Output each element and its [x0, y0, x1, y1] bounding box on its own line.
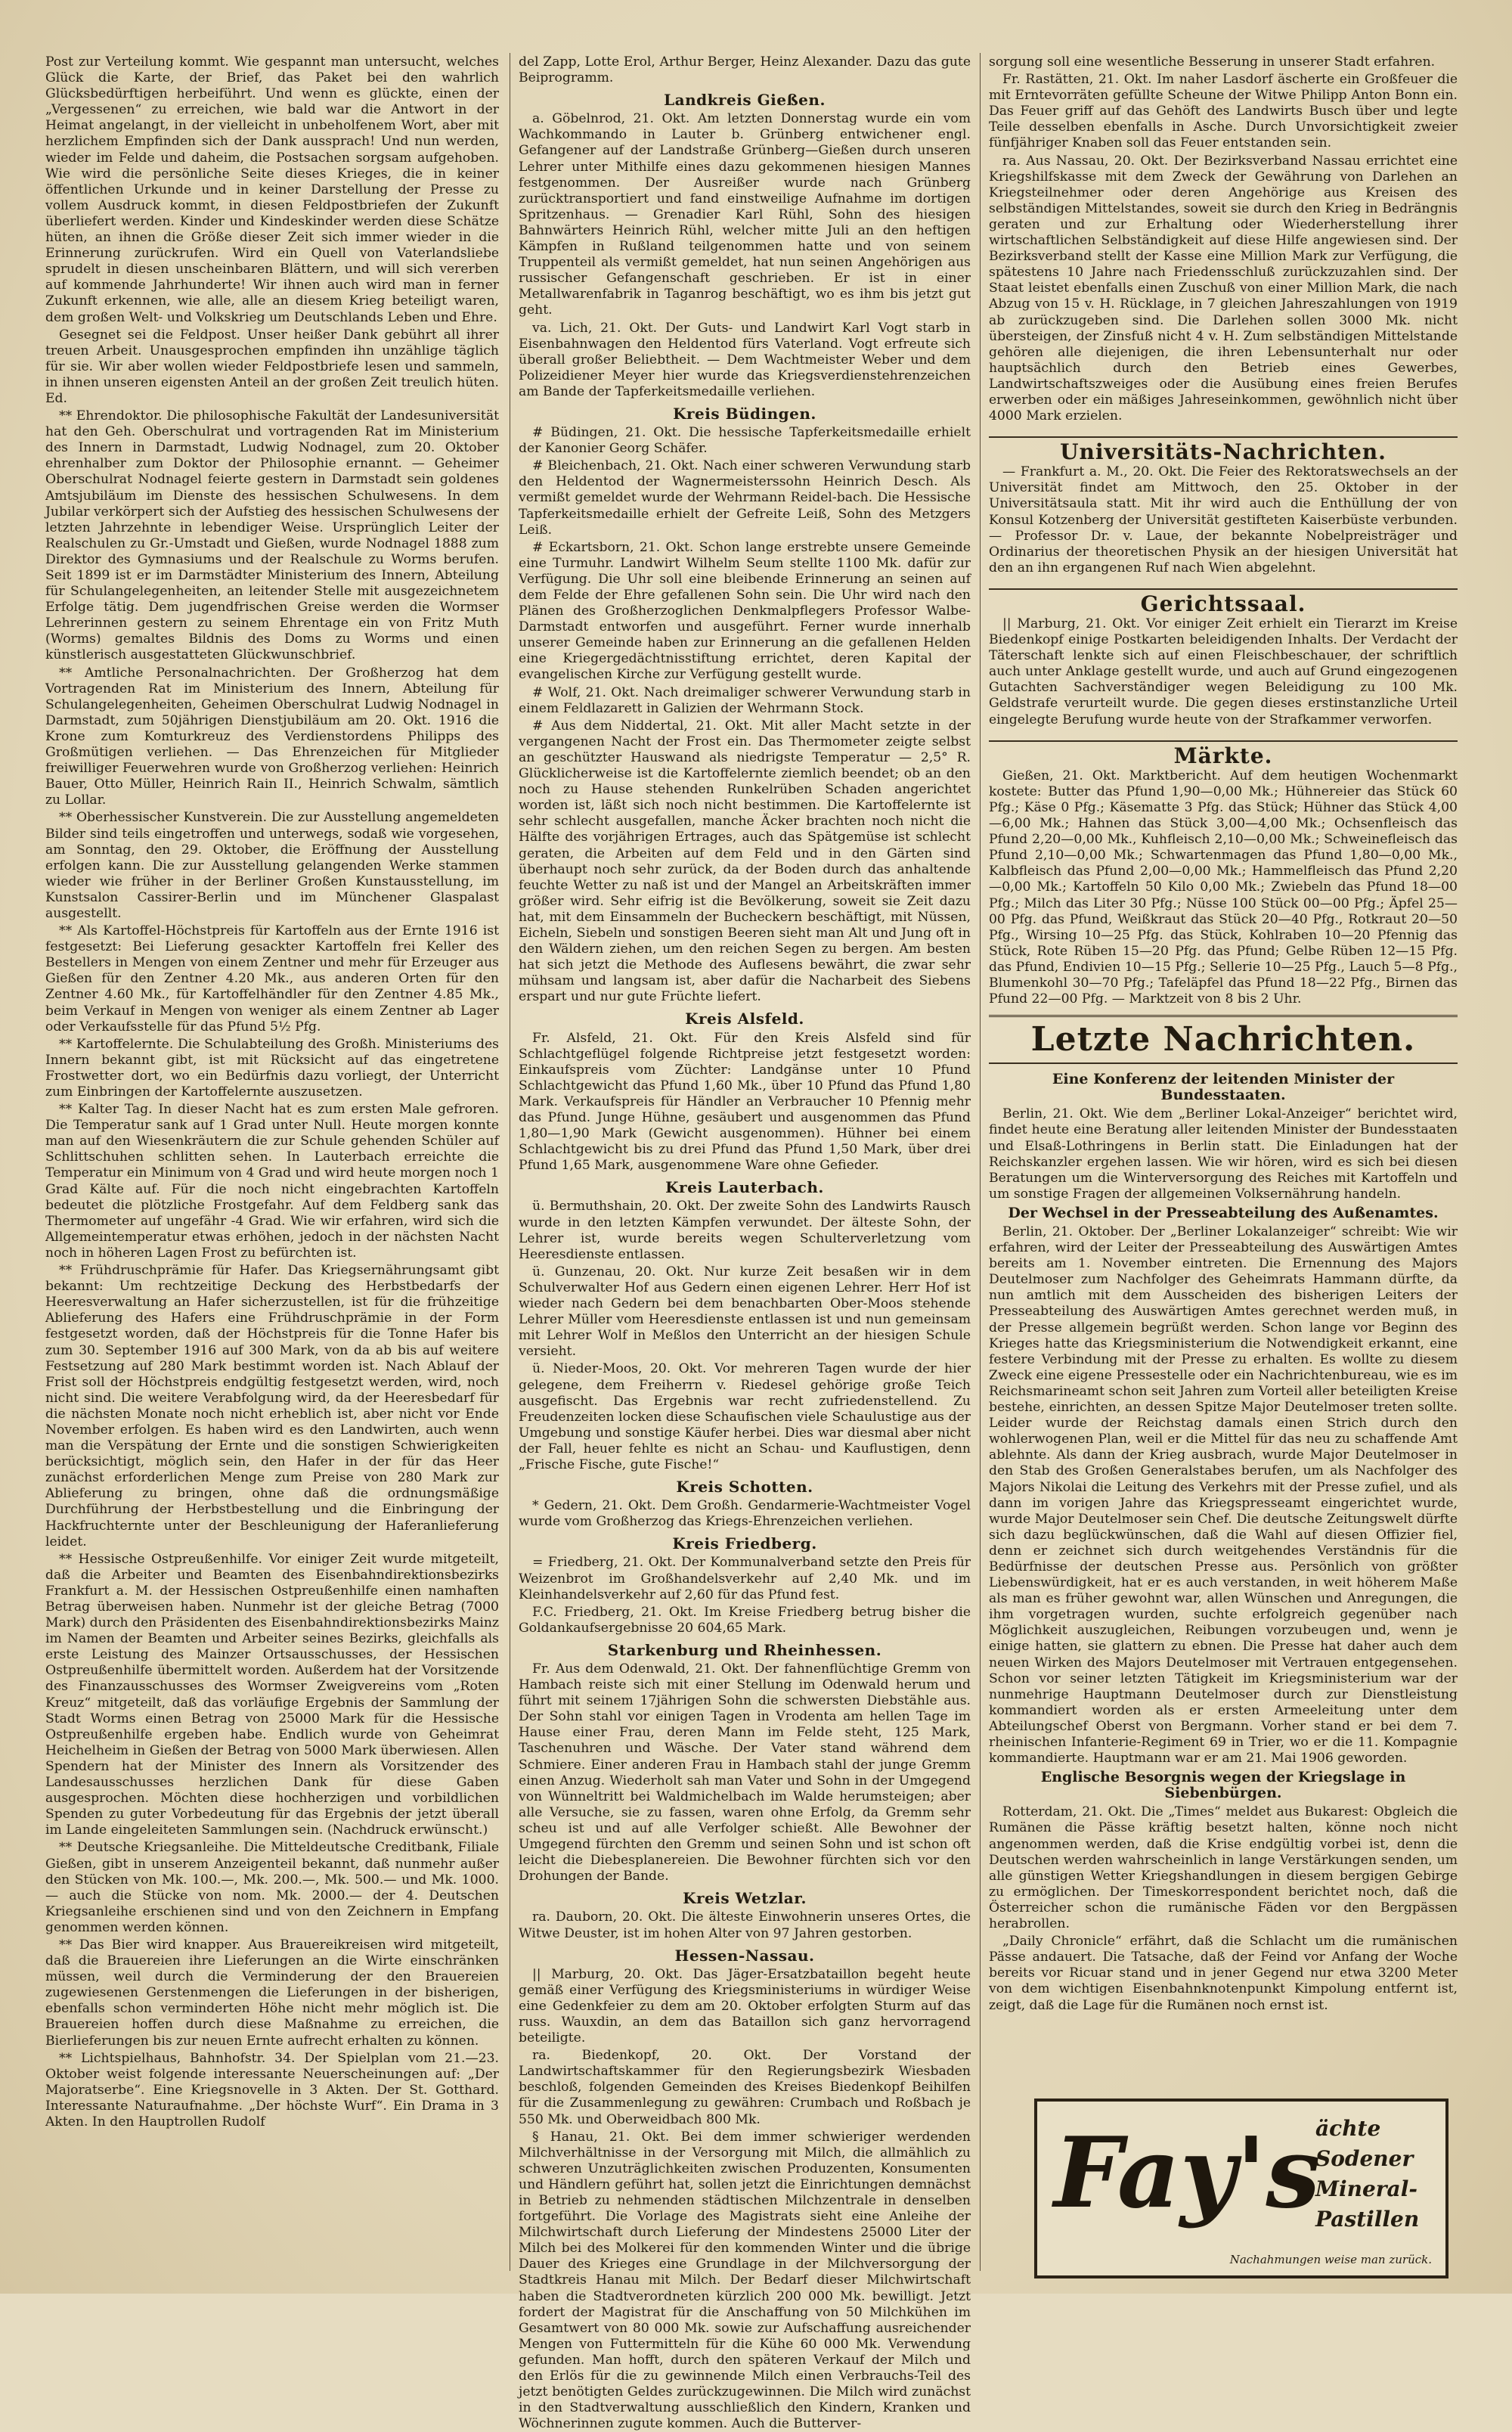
ad-brand: Fay's	[1054, 2117, 1321, 2230]
article-paragraph: # Bleichenbach, 21. Okt. Nach einer schweren Verwundung starb den Heldentod der Wagnermeisterssohn Heinrich Desch. Als vermißt gemeldet wurde der Wehrmann Reidel-bach. Die Hessische Tapferkeitsmedaille erhielt der Gefreite Leiß, Sohn des Metzgers Leiß.	[519, 458, 971, 538]
article-paragraph: ** Ehrendoktor. Die philosophische Fakultät der Landesuniversität hat den Geh. Oberschulrat und vortragenden Rat im Ministerium des Innern in Darmstadt, Ludwig Nodnagel, zum 20. Oktober ehrenhalber zum Doktor der Philosophie ernannt. — Geheimer Oberschulrat Nodnagel feierte gestern in Darmstadt sein goldenes Amtsjubiläum im Dienste des hessischen Schulwesens. In dem Jubilar verkörpert sich der Aufstieg des hessischen Schulwesens der letzten Jahrzehnte in lebendiger Weise. Ursprünglich Leiter der Realschulen zu Gr.-Umstadt und Gießen, wurde Nodnagel 1888 zum Direktor des Gymnasiums und der Realschule zu Worms berufen. Seit 1899 ist er im Darmstädter Ministerium des Innern, Abteilung für Schulangelegenheiten, an leitender Stelle mit ausgezeichnetem Erfolge tätig. Dem jugendfrischen Greise werden die Wormser Lehrerinnen gestern zu seinem Ehrentage ein von Fritz Muth (Worms) gemaltes Bildnis des Doms zu Worms und einen künstlerisch ausgestatteten Glückwunschbrief.	[45, 408, 499, 663]
section-heading-latest-news: Letzte Nachrichten.	[989, 1015, 1458, 1064]
article-paragraph: a. Göbelnrod, 21. Okt. Am letzten Donnerstag wurde ein vom Wachkommando in Lauter b. Grünberg entwichener engl. Gefangener auf der Landstraße Grünberg—Gießen durch unseren Lehrer unter Mithilfe eines dazu gekommenen hiesigen Mannes festgenommen. Der Ausreißer wurde nach Grünberg zurücktransportiert und fand einstweilige Aufnahme im dortigen Spritzenhaus. — Grenadier Karl Rühl, Sohn des hiesigen Bahnwärters Heinrich Rühl, welcher mitte Juli an den heftigen Kämpfen in Rußland teilgenommen hatte und von seinem Truppenteil als vermißt gemeldet, hat nun seinen Angehörigen aus russischer Gefangenschaft geschrieben. Er ist in einer Metallwarenfabrik in Taganrog beschäftigt, wo es ihm bis jetzt gut geht.	[519, 111, 971, 318]
article-paragraph: del Zapp, Lotte Erol, Arthur Berger, Heinz Alexander. Dazu das gute Beiprogramm.	[519, 54, 971, 86]
article-paragraph: || Marburg, 21. Okt. Vor einiger Zeit erhielt ein Tierarzt im Kreise Biedenkopf einige Postkarten beleidigenden Inhalts. Der Verdacht der Täterschaft lenkte sich auf einen Fleischbeschauer, der schriftlich auch unter Anklage gestellt wurde, und auch auf Grund eingezogenen Gutachten Sachverständiger wegen Beleidigung zu 100 Mk. Geldstrafe verurteilt wurde. Die gegen dieses erstinstanzliche Urteil eingelegte Berufung wurde heute von der Strafkammer verworfen.	[989, 616, 1458, 727]
article-paragraph: ü. Gunzenau, 20. Okt. Nur kurze Zeit besaßen wir in dem Schulverwalter Hof aus Gedern einen eigenen Lehrer. Herr Hof ist wieder nach Gedern bei dem benachbarten Ober-Moos stehende Lehrer Müller vom Heeresdienste entlassen ist und nun gemeinsam mit Lehrer Wolf in Meßlos den Unterricht an der hiesigen Schule versieht.	[519, 1264, 971, 1360]
ad-line: Mineral-	[1315, 2176, 1418, 2201]
article-paragraph: Berlin, 21. Okt. Wie dem „Berliner Lokal-Anzeiger“ berichtet wird, findet heute eine Beratung aller leitenden Minister der Bundesstaaten und Elsaß-Lothringens in Berlin statt. Die Einladungen hat der Reichskanzler ergehen lassen. Wie wir hören, wird es sich bei diesen Beratungen um die Winterversorgung des Reiches mit Kartoffeln und um sonstige Fragen der allgemeinen Volksernährung handeln.	[989, 1106, 1458, 1202]
article-paragraph: sorgung soll eine wesentliche Besserung in unserer Stadt erfahren.	[989, 54, 1436, 70]
article-paragraph: ra. Aus Nassau, 20. Okt. Der Bezirksverband Nassau errichtet eine Kriegshilfskasse mit dem Zweck der Gewährung von Darlehen an Kriegsteilnehmer oder deren Angehörige aus Kreisen des selbständigen Mittelstandes, soweit sie durch den Krieg in Bedrängnis geraten und zur Erhaltung oder Wiederherstellung ihrer wirtschaftlichen Selbständigkeit auf diese Hilfe angewiesen sind. Der Bezirksverband stellt der Kasse eine Million Mark zur Verfügung, die spätestens 10 Jahre nach Friedensschluß zurückzuzahlen sind. Der Staat leistet ebenfalls einen Zuschuß von einer Million Mark, die nach Abzug von 15 v. H. Rücklage, in 7 gleichen Jahreszahlungen von 1919 ab zurückzugeben sind. Die Darlehen sollen 3000 Mk. nicht übersteigen, der Zinsfuß nicht 4 v. H. Zum selbständigen Mittelstande gehören alle diejenigen, die ihren Lebensunterhalt nur oder hauptsächlich durch den Betrieb eines Gewerbes, Landwirtschaftszweiges oder die Ausübung eines freien Berufes erwerben oder ein mäßiges Jahreseinkommen, gewöhnlich nicht über 4000 Mark erzielen.	[989, 153, 1458, 424]
article-paragraph: § Hanau, 21. Okt. Bei dem immer schwieriger werdenden Milchverhältnisse in der Versorgung mit Milch, die allmählich zu schweren Unzuträglichkeiten zwischen Produzenten, Konsumenten und Händlern geführt hat, sollen jetzt die Einrichtungen demnächst in Betrieb zu nehmenden städtischen Milchzentrale in denselben fortgeführt. Die Vorlage des Magistrats sieht eine Anleihe der Milchwirtschaft durch Lieferung der Mindestens 25000 Liter der Milch bei des Molkerei für den kommenden Winter und die übrige Dauer des Krieges eine Grundlage in der Milchversorgung der Stadtkreis Hanau mit Milch. Der Bedarf dieser Milchwirtschaft haben die Stadtverordneten kürzlich 200 000 Mk. bewilligt. Jetzt fordert der Magistrat für die Anschaffung von 50 Milchkühen im Gesamtwert von 80 000 Mk. sowie zur Aufschaffung ausreichender Mengen von Futtermitteln für die Kühe 60 000 Mk. Verwendung gefunden. Man hofft, durch den späteren Verkauf der Milch und den Erlös für die zu gewinnende Milch einen Verbrauchs-Teil des jetzt benötigten Geldes zurückzugewinnen. Die Milch wird zunächst in den Stadtverwaltung ausschließlich den Kindern, Kranken und Wöchnerinnen zugute kommen. Auch die Butterver-	[519, 2129, 971, 2432]
article-paragraph: ** Als Kartoffel-Höchstpreis für Kartoffeln aus der Ernte 1916 ist festgesetzt: Bei Lieferung gesackter Kartoffeln frei Keller des Bestellers in Mengen von einem Zentner und mehr für Erzeuger aus Gießen für den Zentner 4.20 Mk., aus anderen Orten für den Zentner 4.60 Mk., für Kartoffelhändler für den Zentner 4.85 Mk., beim Verkauf in Mengen von weniger als einem Zentner ab Lager oder Verkaufsstelle für das Pfund 5½ Pfg.	[45, 923, 499, 1035]
column-rule	[980, 53, 981, 2271]
fays-pastillen-advertisement	[1034, 2099, 1448, 2278]
section-heading: Kreis Büdingen.	[673, 404, 816, 423]
section-heading-court: Gerichtssaal.	[989, 588, 1458, 612]
article-paragraph: ü. Nieder-Moos, 20. Okt. Vor mehreren Tagen wurde der hier gelegene, dem Freiherrn v. Riedesel gehörige große Teich ausgefischt. Das Ergebnis war recht zufriedenstellend. Zu Freudenzeiten locken diese Schaufischen viele Schaulustige aus der Umgebung und sonstige Käufer herbei. Dies war diesmal aber nicht der Fall, heuer fehlte es nicht an Schau- und Kauflustigen, denn „Frische Fische, gute Fische!“	[519, 1361, 971, 1472]
article-paragraph: F.C. Friedberg, 21. Okt. Im Kreise Friedberg betrug bisher die Goldankaufsergebnisse 20 604,65 Mark.	[519, 1604, 971, 1636]
article-paragraph: ** Kalter Tag. In dieser Nacht hat es zum ersten Male gefroren. Die Temperatur sank auf 1 Grad unter Null. Heute morgen konnte man auf den Wiesenkräutern die zur Schule gehenden Schüler auf Schlittschuhen schlitten sehen. In Lauterbach erreichte die Temperatur ein Minimum von 4 Grad und wird heute morgen noch 1 Grad Kälte auf. Für die noch nicht eingebrachten Kartoffeln bedeutet die plötzliche Frostgefahr. Auf dem Feldberg sank das Thermometer auf ungefähr -4 Grad. Wie wir erfahren, wird sich die Allgemeintemperatur etwas erhöhen, jedoch in der nächsten Nacht noch in höheren Lagen Frost zu befürchten ist.	[45, 1102, 499, 1261]
ad-line: Pastillen	[1315, 2207, 1420, 2232]
article-paragraph: # Aus dem Niddertal, 21. Okt. Mit aller Macht setzte in der vergangenen Nacht der Frost ein. Das Thermometer zeigte selbst an geschützter Hauswand als niedrigste Temperatur — 2,5° R. Glücklicherweise ist die Kartoffelernte ziemlich beendet; ob an den noch zu Hause stehenden Runkelrüben Schaden angerichtet worden ist, läßt sich noch nicht bestimmen. Die Kartoffelernte ist sehr schlecht ausgefallen, manche Äcker brachten noch nicht die Hälfte des vorjährigen Ertrages, auch das Spätgemüse ist schlecht geraten, die Arbeiten auf dem Feld und in den Gärten sind überhaupt noch sehr zurück, da der Boden durch das anhaltende feuchte Wetter zu naß ist und der Mangel an Arbeitskräften immer größer wird. Sehr eifrig ist die Bevölkerung, soweit sie Zeit dazu hat, mit dem Einsammeln der Bucheckern beschäftigt, mit Nüssen, Eicheln, Siebeln und sonstigen Beeren sieht man Alt und Jung oft in den Wäldern ziehen, um den reichen Segen zu bergen. Am besten hat sich jetzt die Methode des Auflesens bewährt, die zwar sehr mühsam und langsam ist, aber dafür die Nacharbeit des Siebens erspart und nur gute Früchte liefert.	[519, 718, 971, 1005]
article-paragraph: || Marburg, 20. Okt. Das Jäger-Ersatzbataillon begeht heute gemäß einer Verfügung des Kriegsministeriums in würdiger Weise eine Gedenkfeier zu dem am 20. Oktober erfolgten Sturm auf das russ. Wauxdin, an dem das Bataillon sich ganz hervorragend beteiligte.	[519, 1966, 971, 2046]
article-paragraph: ra. Biedenkopf, 20. Okt. Der Vorstand der Landwirtschaftskammer für den Regierungsbezirk Wiesbaden beschloß, folgenden Gemeinden des Kreises Biedenkopf Beihilfen für die Zusammenlegung zu gewähren: Crumbach und Roßbach je 550 Mk. und Oberweidbach 800 Mk.	[519, 2048, 971, 2127]
article-paragraph: # Büdingen, 21. Okt. Die hessische Tapferkeitsmedaille erhielt der Kanonier Georg Schäfer.	[519, 425, 971, 457]
article-paragraph: # Eckartsborn, 21. Okt. Schon lange erstrebte unsere Gemeinde eine Turmuhr. Landwirt Wilhelm Seum stellte 1100 Mk. dafür zur Verfügung. Die Uhr soll eine bleibende Erinnerung an seinen auf dem Felde der Ehre gefallenen Sohn sein. Die Uhr wird nach den Plänen des Großherzoglichen Denkmalpflegers Professor Walbe-Darmstadt entworfen und ausgeführt. Ferner wurde innerhalb unserer Gemeinde haben zur Erinnerung an die gefallenen Helden eine Kriegergedächtnisstiftung errichtet, deren Kapital der evangelischen Kirche zur Verfügung gestellt wurde.	[519, 539, 971, 683]
article-paragraph: ** Frühdruschprämie für Hafer. Das Kriegsernährungsamt gibt bekannt: Um rechtzeitige Deckung des Herbstbedarfs der Heeresverwaltung an Hafer sicherzustellen, ist für die frühzeitige Ablieferung des Hafers eine Frühdruschprämie in der Form festgesetzt worden, daß der Höchstpreis für die Tonne Hafer bis zum 30. September 1916 auf 300 Mark, von da ab bis auf weitere Festsetzung auf 280 Mark bestimmt worden ist. Nach Ablauf der Frist soll der Höchstpreis endgültig festgesetzt werden, wird, noch nicht sind. Die weitere Verabfolgung wird, da der Heeresbedarf für die nächsten Monate noch nicht erheblich ist, aber nicht vor Ende November erfolgen. Es haben wird es den Landwirten, auch wenn man die Verspätung der Ernte und die sonstigen Schwierigkeiten berücksichtigt, möglich sein, den Hafer in der für das Heer zunächst erforderlichen Menge zum Preise von 280 Mark zur Ablieferung zu bringen, ohne daß die ordnungsmäßige Durchführung der Herbstbestellung und die Einbringung der Hackfruchternte unter der Beschleunigung der Haferanlieferung leidet.	[45, 1263, 499, 1549]
section-heading: Hessen-Nassau.	[674, 1946, 815, 1965]
section-heading: Landkreis Gießen.	[664, 91, 826, 110]
section-heading: Kreis Friedberg.	[672, 1534, 817, 1553]
article-paragraph: ** Hessische Ostpreußenhilfe. Vor einiger Zeit wurde mitgeteilt, daß die Arbeiter und Beamten des Eisenbahndirektionsbezirks Frankfurt a. M. der Hessischen Ostpreußenhilfe einen namhaften Betrag überweisen haben. Nunmehr ist der gleiche Betrag (7000 Mark) durch den Präsidenten des Eisenbahndirektionsbezirks Mainz im Namen der Beamten und Arbeiter seines Bezirks, gleichfalls als erste Leistung des Mainzer Ortsausschusses, der Hessischen Ostpreußenhilfe übermittelt worden. Außerdem hat der Vorsitzende des Finanzausschusses des Wormser Zweigvereins vom „Roten Kreuz“ mitgeteilt, daß das vorläufige Ergebnis der Sammlung der Stadt Worms einen Betrag von 25000 Mark für die Hessische Ostpreußenhilfe ergeben habe. Endlich wurde von Geheimrat Heichelheim in Gießen der Betrag von 5000 Mark überwiesen. Allen Spendern hat der Minister des Innern als Vorsitzender des Landesausschusses herzlichen Dank für diese Gaben ausgesprochen. Möchten diese hochherzigen und vorbildlichen Spenden zu guter Vorbedeutung für das Ergebnis der jetzt überall im Lande eingeleiteten Sammlungen sein. (Nachdruck erwünscht.)	[45, 1551, 500, 1838]
article-paragraph: ** Oberhessischer Kunstverein. Die zur Ausstellung angemeldeten Bilder sind teils eingetroffen und unterwegs, sodaß wie vorgesehen, am Sonntag, den 29. Oktober, die Eröffnung der Ausstellung erfolgen kann. Die zur Ausstellung gelangenden Werke stammen wieder wie früher in der Berliner Großen Kunstausstellung, im Kunstsalon Cassirer-Berlin und im Münchener Glaspalast ausgestellt.	[45, 810, 499, 921]
article-paragraph: # Wolf, 21. Okt. Nach dreimaliger schwerer Verwundung starb in einem Feldlazarett in Galizien der Wehrmann Stock.	[519, 684, 971, 716]
article-paragraph: ** Kartoffelernte. Die Schulabteilung des Großh. Ministeriums des Innern bekannt gibt, ist mit Rücksicht auf das eingetretene Frostwetter dort, wo ein Bedürfnis dazu vorliegt, der Unterricht zum Einbringen der Kartoffelernte auszusetzen.	[45, 1036, 499, 1100]
article-paragraph: ü. Bermuthshain, 20. Okt. Der zweite Sohn des Landwirts Rausch wurde in den letzten Kämpfen verwundet. Der älteste Sohn, der Lehrer ist, wurde bereits wegen Schulterverletzung vom Heeresdienste entlassen.	[519, 1199, 971, 1262]
ad-product-text	[1315, 2114, 1429, 2235]
news-subheading: Eine Konferenz der leitenden Minister der Bundesstaaten.	[1052, 1071, 1395, 1104]
article-paragraph: Gesegnet sei die Feldpost. Unser heißer Dank gebührt all ihrer treuen Arbeit. Unausgesprochen empfinden ihn unzählige täglich für sie. Wir aber wollen wieder Feldpostbriefe lesen und sammeln, in ihnen unseren eigensten Anteil an der großen Zeit treulich hüten. Ed.	[45, 327, 499, 406]
news-subheading: Englische Besorgnis wegen der Kriegslage in Siebenbürgen.	[1040, 1769, 1406, 1802]
article-paragraph: ** Deutsche Kriegsanleihe. Die Mitteldeutsche Creditbank, Filiale Gießen, gibt in unserem Anzeigenteil bekannt, daß nunmehr außer den Stücken von Mk. 100.—, Mk. 200.—, Mk. 500.— und Mk. 1000.— auch die Stücke von nom. Mk. 2000.— der 4. Deutschen Kriegsanleihe erschienen sind und von den Zeichnern in Empfang genommen werden können.	[45, 1840, 499, 1935]
ad-line: ächte	[1315, 2116, 1381, 2141]
news-subheading: Der Wechsel in der Presseabteilung des Außenamtes.	[1008, 1204, 1439, 1221]
section-heading: Kreis Lauterbach.	[665, 1178, 824, 1197]
ad-footnote: Nachahmungen weise man zurück.	[1229, 2253, 1432, 2266]
section-heading: Kreis Alsfeld.	[685, 1010, 804, 1028]
section-heading-university: Universitäts-Nachrichten.	[989, 436, 1458, 460]
article-paragraph: — Frankfurt a. M., 20. Okt. Die Feier des Rektoratswechsels an der Universität findet am Mittwoch, den 25. Oktober in der Universitätsaula statt. Mit ihr wird auch die Enthüllung der von Konsul Kotzenberg der Universität gestifteten Kaiserbüste verbunden. — Professor Dr. v. Laue, der bekannte Nobelpreisträger und Ordinarius der theoretischen Physik an der hiesigen Universität hat den an ihn ergangenen Ruf nach Wien abgelehnt.	[989, 464, 1458, 575]
article-paragraph: Rotterdam, 21. Okt. Die „Times“ meldet aus Bukarest: Obgleich die Rumänen die Pässe kräftig besetzt halten, könne noch nicht angenommen werden, daß die Krise endgültig vorbei ist, denn die Deutschen werden wahrscheinlich in lange Verstärkungen senden, um alle günstigen Wetter Kriegshandlungen in diesem bergigen Gebirge zu ermöglichen. Der Timeskorrespondent berichtet noch, daß die Österreicher schon die rumänische Fäden vor den Bergpässen herabrollen.	[989, 1804, 1458, 1932]
section-heading-markets: Märkte.	[989, 740, 1458, 764]
article-paragraph: „Daily Chronicle“ erfährt, daß die Schlacht um die rumänischen Pässe andauert. Die Tatsache, daß der Feind vor Anfang der Woche bereits vor Ricuar stand und in jener Gegend nur etwa 3200 Meter von dem wichtigen Eisenbahnknotenpunkt Kimpolung entfernt ist, zeigt, daß die Lage für die Rumänen noch ernst ist.	[989, 1934, 1458, 2013]
article-paragraph: * Gedern, 21. Okt. Dem Großh. Gendarmerie-Wachtmeister Vogel wurde vom Großherzog das Kriegs-Ehrenzeichen verliehen.	[519, 1498, 971, 1530]
article-paragraph: ** Lichtspielhaus, Bahnhofstr. 34. Der Spielplan vom 21.—23. Oktober weist folgende interessante Neuerscheinungen auf: „Der Majoratserbe“. Eine Kriegsnovelle in 3 Akten. Der St. Gotthard. Interessante Naturaufnahme. „Der höchste Wurf“. Ein Drama in 3 Akten. In den Hauptrollen Rudolf	[45, 2050, 499, 2130]
column-middle	[519, 54, 971, 2432]
ad-line: Sodener	[1315, 2146, 1414, 2171]
article-paragraph: va. Lich, 21. Okt. Der Guts- und Landwirt Karl Vogt starb in Eisenbahnwagen den Heldentod fürs Vaterland. Vogt erfreute sich überall großer Beliebtheit. — Dem Wachtmeister Weber und dem Polizeidiener Meyer hier wurde das Kriegsverdienstehrenzeichen am Bande der Tapferkeitsmedaille verliehen.	[519, 320, 971, 399]
article-paragraph: Fr. Rastätten, 21. Okt. Im naher Lasdorf äscherte ein Großfeuer die mit Erntevorräten gefüllte Scheune der Witwe Philipp Anton Bonn ein. Das Feuer griff auf das Gehöft des Landwirts Busch über und legte Teile desselben ebenfalls in Asche. Durch Unvorsichtigkeit zweier fünfjähriger Knaben soll das Feuer entstanden sein.	[989, 72, 1458, 151]
section-heading: Kreis Wetzlar.	[683, 1889, 807, 1908]
column-right	[989, 54, 1458, 2271]
article-paragraph: Gießen, 21. Okt. Marktbericht. Auf dem heutigen Wochenmarkt kostete: Butter das Pfund 1,90—0,00 Mk.; Hühnereier das Stück 60 Pfg.; Käse 0 Pfg.; Käsematte 3 Pfg. das Stück; Hühner das Stück 4,00—6,00 Mk.; Hahnen das Stück 3,00—4,00 Mk.; Ochsenfleisch das Pfund 2,20—0,00 Mk., Kuhfleisch 2,10—0,00 Mk.; Schweinefleisch das Pfund 2,10—0,00 Mk.; Schwartenmagen das Pfund 1,80—0,00 Mk., Kalbfleisch das Pfund 2,00—0,00 Mk.; Hammelfleisch das Pfund 2,20—0,00 Mk.; Kartoffeln 50 Kilo 0,00 Mk.; Zwiebeln das Pfund 18—00 Pfg.; Milch das Liter 30 Pfg.; Nüsse 100 Stück 00—00 Pfg.; Äpfel 25—00 Pfg. das Pfund, Weißkraut das Stück 20—40 Pfg., Rotkraut 20—50 Pfg., Wirsing 10—25 Pfg. das Stück, Kohlraben 10—20 Pfennig das Stück, Rote Rüben 15—20 Pfg. das Pfund; Gelbe Rüben 12—15 Pfg. das Pfund, Endivien 10—15 Pfg.; Sellerie 10—25 Pfg., Lauch 5—8 Pfg., Blumenkohl 30—70 Pfg.; Tafeläpfel das Pfund 18—22 Pfg., Birnen das Pfund 22—00 Pfg. — Marktzeit von 8 bis 2 Uhr.	[989, 768, 1458, 1007]
article-paragraph: Berlin, 21. Oktober. Der „Berliner Lokalanzeiger“ schreibt: Wie wir erfahren, wird der Leiter der Presseabteilung des Auswärtigen Amtes bereits am 1. November eintreten. Die Ernennung des Majors Deutelmoser zum Nachfolger des Geheimrats Hammann dürfte, da nun amtlich mit dem Ausscheiden des bisherigen Leiters der Presseabteilung des Auswärtigen Amtes gerechnet werden muß, in der Presse allgemein begrüßt werden. Schon lange vor Beginn des Krieges hatte das Kriegsministerium die Notwendigkeit erkannt, eine festere Verbindung mit der Presse zu erhalten. Es wollte zu diesem Zweck eine eigene Pressestelle oder ein Nachrichtenbureau, wie es im Reichsmarineamt schon seit Jahren zum Vorteil aller beteiligten Kreise bestehe, einrichten, an dessen Spitze Major Deutelmoser treten sollte. Leider wurde der Reichstag damals einen Strich durch den wohlerwogenen Plan, weil er die Mittel für das neu zu schaffende Amt ablehnte. Als dann der Krieg ausbrach, wurde Major Deutelmoser in den Stab des Großen Generalstabes berufen, um als Nachfolger des Majors Nikolai die Leitung des Verkehrs mit der Presse zufiel, und als dann im vorigen Jahre das Kriegspresseamt eingerichtet wurde, wurde Major Deutelmoser sein Chef. Die deutsche Zeitungswelt dürfte sich dazu beglückwünschen, daß die Wahl auf diesen Offizier fiel, denn er zeichnet sich durch weitgehendes Verständnis für die Bedürfnisse der deutschen Presse aus. Persönlich von größter Liebenswürdigkeit, hat er es auch verstanden, in weit höherem Maße als man es früher gewohnt war, allen Wünschen und Anregungen, die ihm vorgetragen wurden, suchte erfolgreich gegenüber nach Möglichkeit auszugleichen, Reibungen vorzubeugen und, wenn je einige hatten, sie glattern zu ebnen. Die Presse hat daher auch dem neuen Wirken des Majors Deutelmoser mit Vertrauen entgegensehen. Schon vor seiner letzten Tätigkeit im Kriegsministerium war der nunmehrige Hauptmann Deutelmoser durch zur Dienstleistung kommandiert worden als er ersten Armeeleitung unter dem Abteilungschef Oberst von Bergmann. Vorher stand er bei dem 7. rheinischen Infanterie-Regiment 69 in Trier, wo er die 11. Kompagnie kommandierte. Hauptmann war er am 21. Mai 1906 geworden.	[989, 1224, 1458, 1767]
article-paragraph: ** Das Bier wird knapper. Aus Brauereikreisen wird mitgeteilt, daß die Brauereien ihre Lieferungen an die Wirte einschränken müssen, weil durch die Verminderung der den Brauereien zugewiesenen Gerstenmengen die Lieferungen in der bisherigen, ebenfalls schon verminderten Höhe nicht mehr möglich ist. Die Brauereien hoffen durch diese Maßnahme zu erreichen, die Bierlieferungen bis zur neuen Ernte aufrecht erhalten zu können.	[45, 1937, 499, 2049]
article-paragraph: = Friedberg, 21. Okt. Der Kommunalverband setzte den Preis für Weizenbrot im Großhandelsverkehr auf 2,40 Mk. und im Kleinhandelsverkehr auf 2,60 für das Pfund fest.	[519, 1555, 971, 1602]
section-heading: Starkenburg und Rheinhessen.	[607, 1640, 882, 1659]
article-paragraph: Fr. Alsfeld, 21. Okt. Für den Kreis Alsfeld sind für Schlachtgeflügel folgende Richtpreise jetzt festgesetzt worden: Einkaufspreis vom Züchter: Landgänse unter 10 Pfund Schlachtgewicht das Pfund 1,60 Mk., über 10 Pfund das Pfund 1,80 Mark. Verkaufspreis für Händler an Verbraucher 10 Pfennig mehr das Pfund. Junge Hühne, gesäubert und ausgenommen das Pfund 1,80—1,90 Mark (Gewicht ausgenommen). Hühner bei einem Schlachtgewicht bis zu drei Pfund das Pfund 1,50 Mark, über drei Pfund 1,65 Mark, ausgenommene Ware ohne Gefieder.	[519, 1030, 971, 1174]
column-left	[45, 54, 499, 2271]
section-heading: Kreis Schotten.	[676, 1478, 813, 1497]
article-paragraph: Fr. Aus dem Odenwald, 21. Okt. Der fahnenflüchtige Gremm von Hambach reiste sich mit einer Stellung im Odenwald herum und führt mit seinem 17jährigen Sohn die schwersten Diebstähle aus. Der Sohn stahl vor einigen Tagen in Vrodenta am hellen Tage im Hause einer Frau, deren Mann im Felde steht, 125 Mark, Taschenuhren und Wäsche. Der Vater stand während dem Schmiere. Einer anderen Frau in Hambach stahl der junge Gremm einen Anzug. Wiederholt sah man Vater und Sohn in der Umgegend von Wünneltritt bei Waldmichelbach im Walde herumsteigen; aber alle Versuche, sie zu fassen, waren ohne Erfolg, da Gremm sehr scheu ist und auf alle Verfolger schießt. Alle Bewohner der Umgegend fürchten den Gremm und seinen Sohn und ist schon oft leicht die Diebesplanereien. Die Bewohner fürchten sich vor den Drohungen der Bande.	[519, 1661, 971, 1884]
article-paragraph: Post zur Verteilung kommt. Wie gespannt man untersucht, welches Glück die Karte, der Brief, das Paket bei den wahrlich Glücksbedürftigen herbeiführt. Und wenn es glückte, einen der „Vergessenen“ zu erreichen, wie bald war die Antwort in der Heimat angelangt, in der vielleicht in unbeholfenem Wort, aber mit herzlichem Empfinden sich der Dank aussprach! Und nun werden, wieder im Felde und daheim, die Postsachen sorgsam aufgehoben. Wie wird die persönliche Seite dieses Krieges, die in keiner öffentlichen Urkunde und in keiner Darstellung der Presse zu vollem Ausdruck kommt, in diesen Feldpostbriefen der Zukunft überliefert werden. Kinder und Kindeskinder werden diese Schätze hüten, an ihnen die Größe dieser Zeit sich immer wieder in die Erinnerung zurückrufen. Wird ein Quell von Vaterlandsliebe sprudelt in diesen unscheinbaren Blättern, und will sich vererben auf kommende Jahrhunderte! Wir ihnen auch wird man in ferner Zukunft erkennen, wie alle, alle an diesem Krieg beteiligt waren, dem großen Welt- und Volkskrieg um Deutschlands Leben und Ehre.	[45, 54, 499, 325]
article-paragraph: ** Amtliche Personalnachrichten. Der Großherzog hat dem Vortragenden Rat im Ministerium des Innern, Abteilung für Schulangelegenheiten, Geheimen Oberschulrat Ludwig Nodnagel in Darmstadt, zum 50jährigen Dienstjubiläum am 20. Okt. 1916 die Krone zum Komturkreuz des Verdienstordens Philipps des Großmütigen verliehen. — Das Ehrenzeichen für Mitglieder freiwilliger Feuerwehren wurde von Großherzog verliehen: Heinrich Bauer, Otto Müller, Heinrich Rain II., Heinrich Schwalm, sämtlich zu Lollar.	[45, 665, 499, 808]
article-paragraph: ra. Dauborn, 20. Okt. Die älteste Einwohnerin unseres Ortes, die Witwe Deuster, ist im hohen Alter von 97 Jahren gestorben.	[519, 1909, 971, 1941]
